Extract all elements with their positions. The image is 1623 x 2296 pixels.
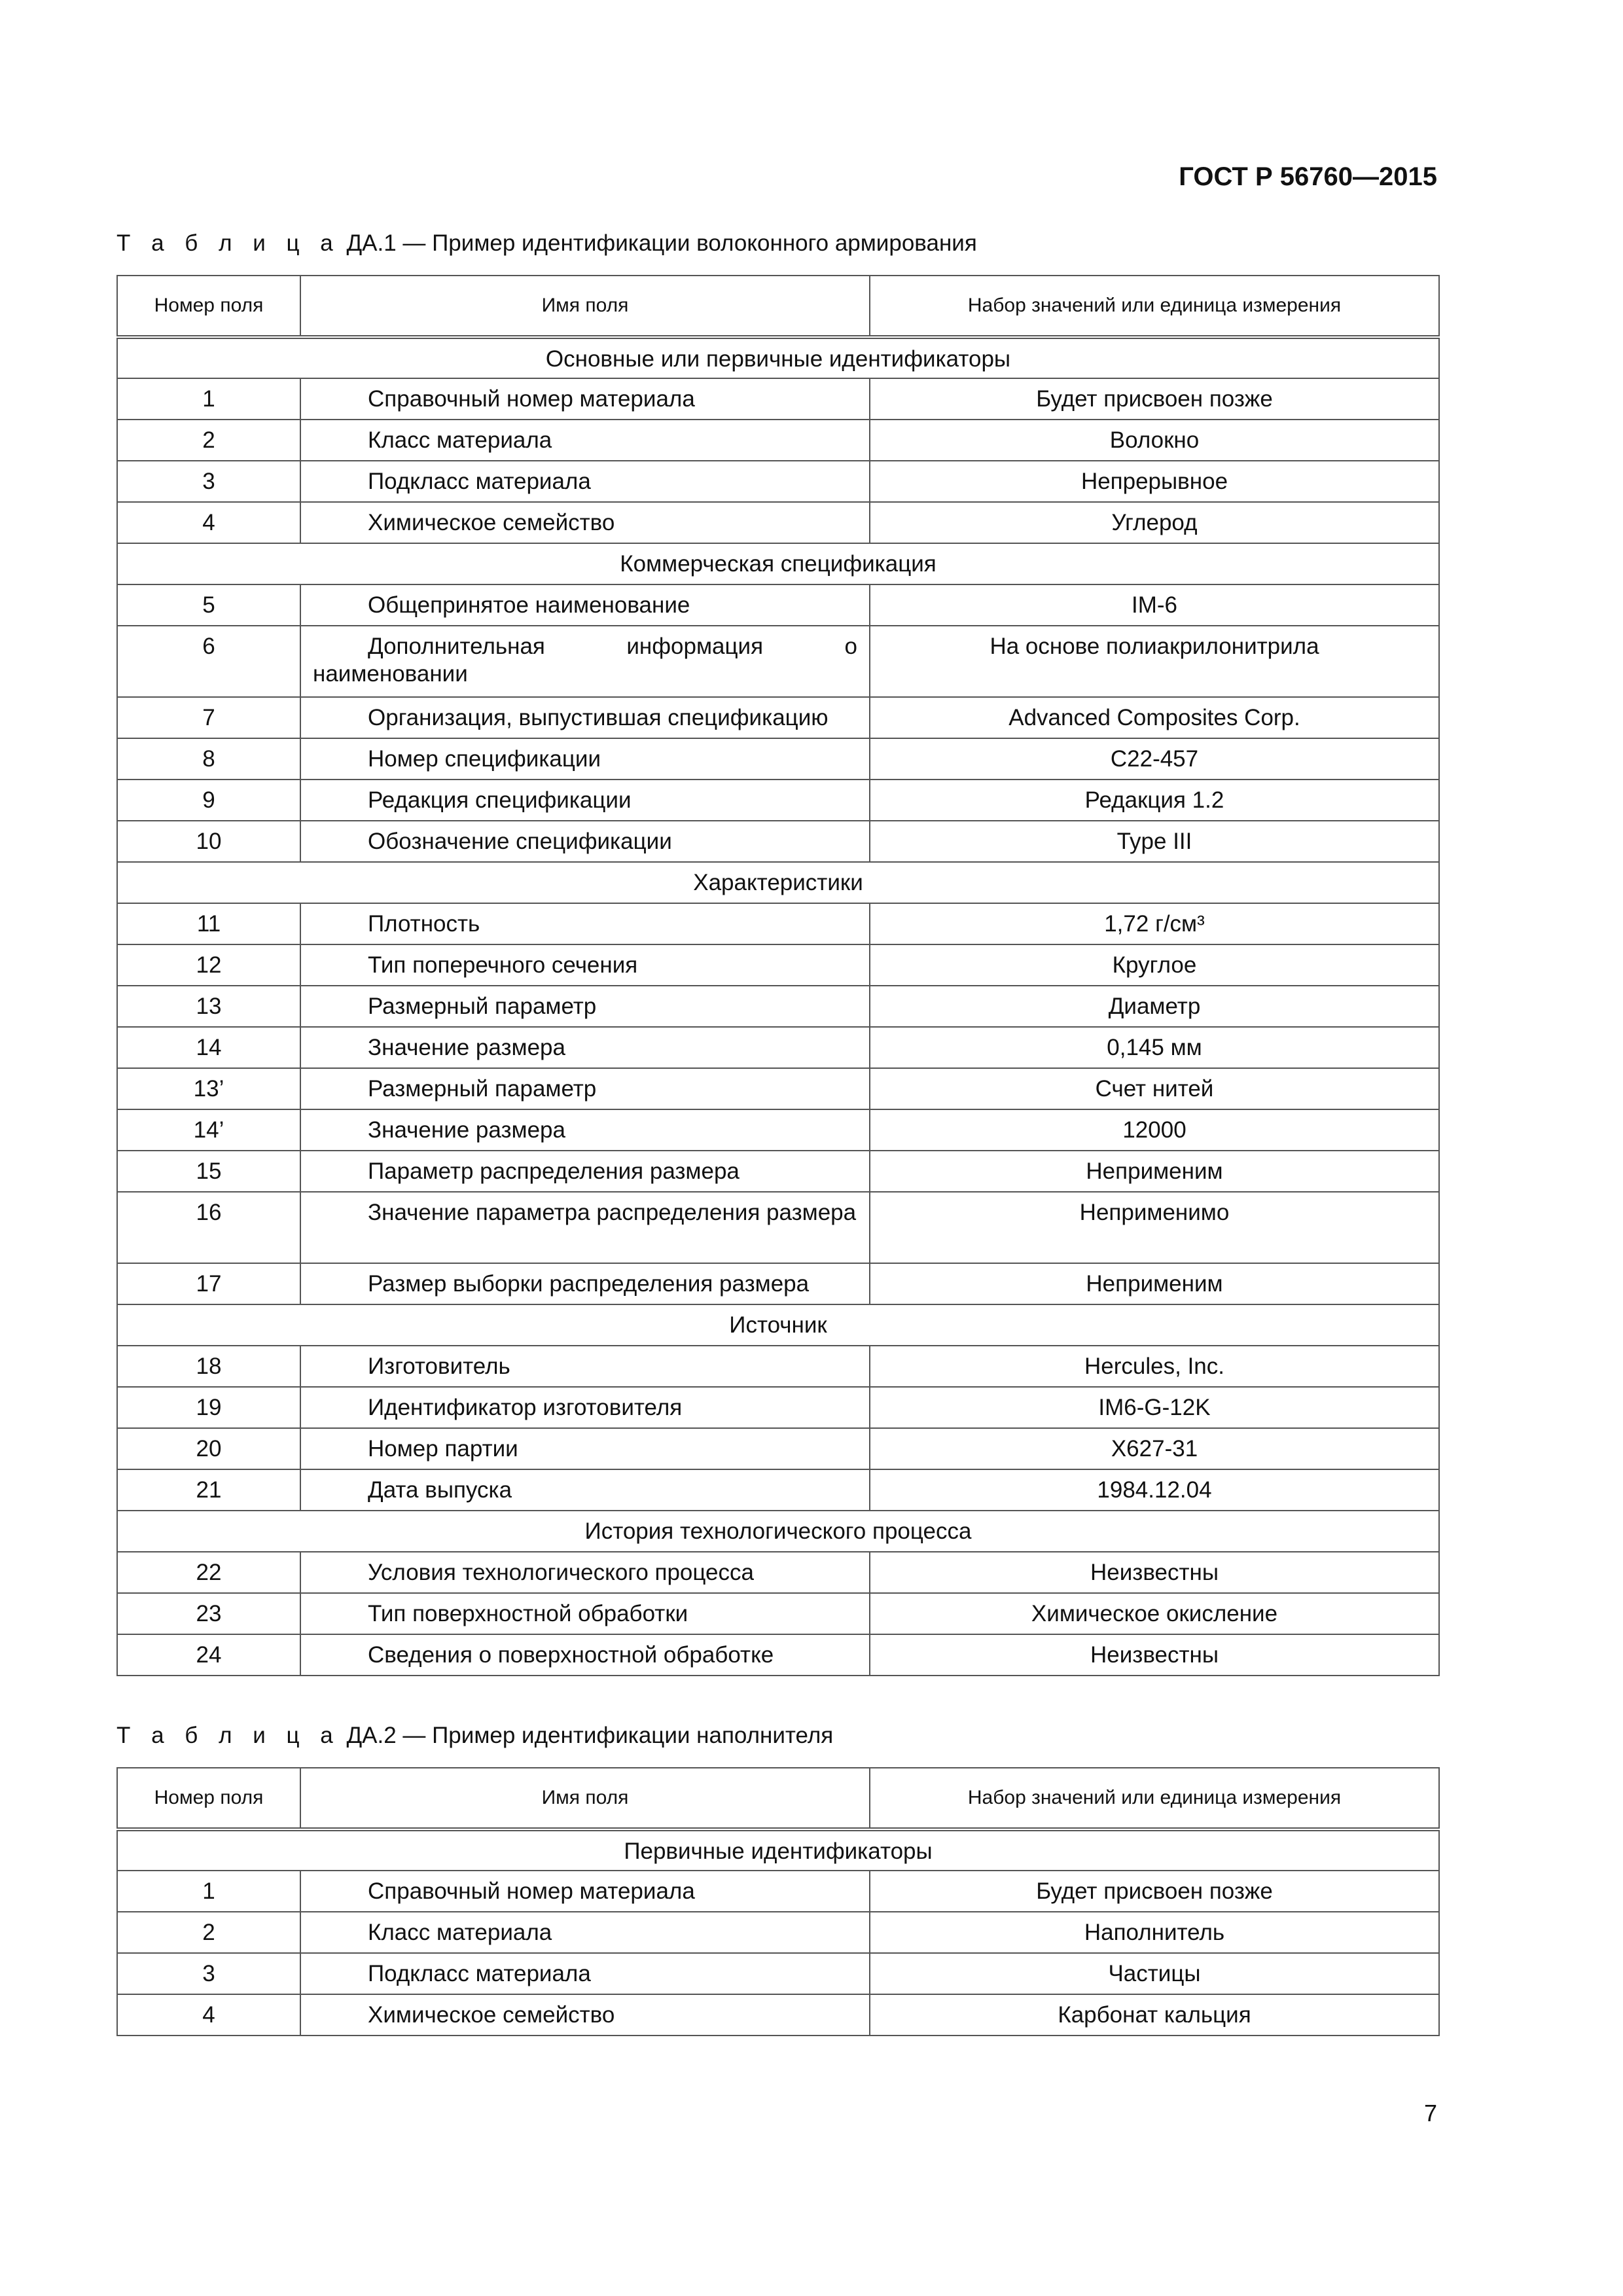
field-number: 14’ <box>117 1109 300 1151</box>
section-row <box>117 337 1439 378</box>
field-name: Организация, выпустившая спецификацию <box>300 697 870 738</box>
field-name: Изготовитель <box>300 1346 870 1387</box>
field-number: 12 <box>117 944 300 986</box>
field-name: Значение размера <box>300 1109 870 1151</box>
table-row <box>117 780 1439 821</box>
field-value: 1,72 г/см³ <box>870 903 1439 944</box>
section-row <box>117 1511 1439 1552</box>
field-number: 10 <box>117 821 300 862</box>
column-header: Имя поля <box>300 276 870 337</box>
column-header: Номер поля <box>117 1768 300 1829</box>
table-header-row <box>117 276 1439 337</box>
field-value: IM-6 <box>870 584 1439 626</box>
field-value: 0,145 мм <box>870 1027 1439 1068</box>
field-name: Идентификатор изготовителя <box>300 1387 870 1428</box>
field-value: Неприменим <box>870 1263 1439 1304</box>
table-row <box>117 1871 1439 1912</box>
field-number: 17 <box>117 1263 300 1304</box>
table-row <box>117 1634 1439 1676</box>
table-row <box>117 1027 1439 1068</box>
section-title: История технологического процесса <box>117 1511 1439 1552</box>
field-value: Частицы <box>870 1953 1439 1994</box>
section-title: Первичные идентификаторы <box>117 1829 1439 1871</box>
table-row <box>117 378 1439 420</box>
field-value: IM6-G-12K <box>870 1387 1439 1428</box>
field-value: Счет нитей <box>870 1068 1439 1109</box>
field-number: 13 <box>117 986 300 1027</box>
table-row <box>117 420 1439 461</box>
field-number: 22 <box>117 1552 300 1593</box>
field-value: Hercules, Inc. <box>870 1346 1439 1387</box>
field-name: Редакция спецификации <box>300 780 870 821</box>
field-number: 2 <box>117 1912 300 1953</box>
table-row <box>117 502 1439 543</box>
field-name: Общепринятое наименование <box>300 584 870 626</box>
field-value: Неизвестны <box>870 1634 1439 1676</box>
field-value: Карбонат кальция <box>870 1994 1439 2036</box>
table-row <box>117 821 1439 862</box>
table-row <box>117 986 1439 1027</box>
field-number: 13’ <box>117 1068 300 1109</box>
table-row <box>117 1428 1439 1469</box>
table-header-row <box>117 1768 1439 1829</box>
field-name: Размерный параметр <box>300 986 870 1027</box>
table-row <box>117 738 1439 780</box>
table-da2 <box>116 1767 1440 2036</box>
field-name: Номер партии <box>300 1428 870 1469</box>
field-value: 12000 <box>870 1109 1439 1151</box>
field-number: 5 <box>117 584 300 626</box>
field-number: 19 <box>117 1387 300 1428</box>
field-name: Плотность <box>300 903 870 944</box>
page-number: 7 <box>1423 2100 1437 2126</box>
field-name: Тип поперечного сечения <box>300 944 870 986</box>
table-row <box>117 1068 1439 1109</box>
table-row <box>117 461 1439 502</box>
table-row <box>117 1109 1439 1151</box>
field-name: Подкласс материала <box>300 461 870 502</box>
field-name: Значение параметра распределения размера <box>300 1192 870 1263</box>
section-row <box>117 1829 1439 1871</box>
field-value: Углерод <box>870 502 1439 543</box>
field-number: 20 <box>117 1428 300 1469</box>
field-number: 14 <box>117 1027 300 1068</box>
field-value: C22-457 <box>870 738 1439 780</box>
field-name: Размерный параметр <box>300 1068 870 1109</box>
section-title: Характеристики <box>117 862 1439 903</box>
field-number: 3 <box>117 1953 300 1994</box>
field-name: Справочный номер материала <box>300 1871 870 1912</box>
field-number: 15 <box>117 1151 300 1192</box>
field-number: 24 <box>117 1634 300 1676</box>
field-value: Advanced Composites Corp. <box>870 697 1439 738</box>
field-name: Условия технологического процесса <box>300 1552 870 1593</box>
field-name: Химическое семейство <box>300 502 870 543</box>
table-row <box>117 697 1439 738</box>
table-row <box>117 1151 1439 1192</box>
section-row <box>117 862 1439 903</box>
field-value: Наполнитель <box>870 1912 1439 1953</box>
table2-caption-prefix: Т а б л и ц а <box>116 1723 340 1748</box>
document-id: ГОСТ Р 56760—2015 <box>1179 162 1437 191</box>
field-name: Подкласс материала <box>300 1953 870 1994</box>
field-name: Класс материала <box>300 420 870 461</box>
field-name: Дополнительная информация о наименовании <box>300 626 870 697</box>
field-number: 1 <box>117 378 300 420</box>
field-name: Тип поверхностной обработки <box>300 1593 870 1634</box>
table-row <box>117 1912 1439 1953</box>
field-number: 9 <box>117 780 300 821</box>
field-number: 4 <box>117 502 300 543</box>
field-value: Диаметр <box>870 986 1439 1027</box>
field-number: 1 <box>117 1871 300 1912</box>
section-title: Основные или первичные идентификаторы <box>117 337 1439 378</box>
field-value: Неприменим <box>870 1151 1439 1192</box>
field-name: Размер выборки распределения размера <box>300 1263 870 1304</box>
table-row <box>117 1192 1439 1263</box>
field-number: 11 <box>117 903 300 944</box>
field-number: 2 <box>117 420 300 461</box>
table2-caption <box>116 1723 833 1749</box>
field-name: Сведения о поверхностной обработке <box>300 1634 870 1676</box>
section-row <box>117 543 1439 584</box>
field-name: Класс материала <box>300 1912 870 1953</box>
field-value: Неприменимо <box>870 1192 1439 1263</box>
table-row <box>117 1953 1439 1994</box>
table-row <box>117 1593 1439 1634</box>
table-row <box>117 584 1439 626</box>
column-header: Номер поля <box>117 276 300 337</box>
field-number: 18 <box>117 1346 300 1387</box>
table1-caption-prefix: Т а б л и ц а <box>116 230 340 256</box>
field-name: Справочный номер материала <box>300 378 870 420</box>
table-row <box>117 1552 1439 1593</box>
section-row <box>117 1304 1439 1346</box>
field-name: Обозначение спецификации <box>300 821 870 862</box>
field-value: 1984.12.04 <box>870 1469 1439 1511</box>
field-value: X627-31 <box>870 1428 1439 1469</box>
column-header: Набор значений или единица измерения <box>870 276 1439 337</box>
table-row <box>117 1387 1439 1428</box>
field-value: Будет присвоен позже <box>870 1871 1439 1912</box>
field-name: Химическое семейство <box>300 1994 870 2036</box>
field-value: Неизвестны <box>870 1552 1439 1593</box>
table2-caption-text: ДА.2 — Пример идентификации наполнителя <box>346 1723 834 1748</box>
table-row <box>117 944 1439 986</box>
field-value: Химическое окисление <box>870 1593 1439 1634</box>
section-title: Источник <box>117 1304 1439 1346</box>
field-number: 7 <box>117 697 300 738</box>
table-row <box>117 1994 1439 2036</box>
field-number: 4 <box>117 1994 300 2036</box>
table-row <box>117 1346 1439 1387</box>
field-name: Параметр распределения размера <box>300 1151 870 1192</box>
field-number: 21 <box>117 1469 300 1511</box>
field-value: Волокно <box>870 420 1439 461</box>
field-value: Будет присвоен позже <box>870 378 1439 420</box>
field-number: 16 <box>117 1192 300 1263</box>
table-da1 <box>116 275 1440 1676</box>
field-value: Непрерывное <box>870 461 1439 502</box>
field-value: Type III <box>870 821 1439 862</box>
table-row <box>117 903 1439 944</box>
field-number: 8 <box>117 738 300 780</box>
field-value: На основе полиакрилонитрила <box>870 626 1439 697</box>
field-name: Значение размера <box>300 1027 870 1068</box>
section-title: Коммерческая спецификация <box>117 543 1439 584</box>
column-header: Имя поля <box>300 1768 870 1829</box>
field-value: Круглое <box>870 944 1439 986</box>
field-number: 6 <box>117 626 300 697</box>
table1-caption <box>116 230 977 257</box>
field-value: Редакция 1.2 <box>870 780 1439 821</box>
table-row <box>117 626 1439 697</box>
table-row <box>117 1263 1439 1304</box>
column-header: Набор значений или единица измерения <box>870 1768 1439 1829</box>
field-name: Номер спецификации <box>300 738 870 780</box>
field-number: 3 <box>117 461 300 502</box>
field-name: Дата выпуска <box>300 1469 870 1511</box>
field-number: 23 <box>117 1593 300 1634</box>
table-row <box>117 1469 1439 1511</box>
table1-caption-text: ДА.1 — Пример идентификации волоконного армирования <box>346 230 977 256</box>
